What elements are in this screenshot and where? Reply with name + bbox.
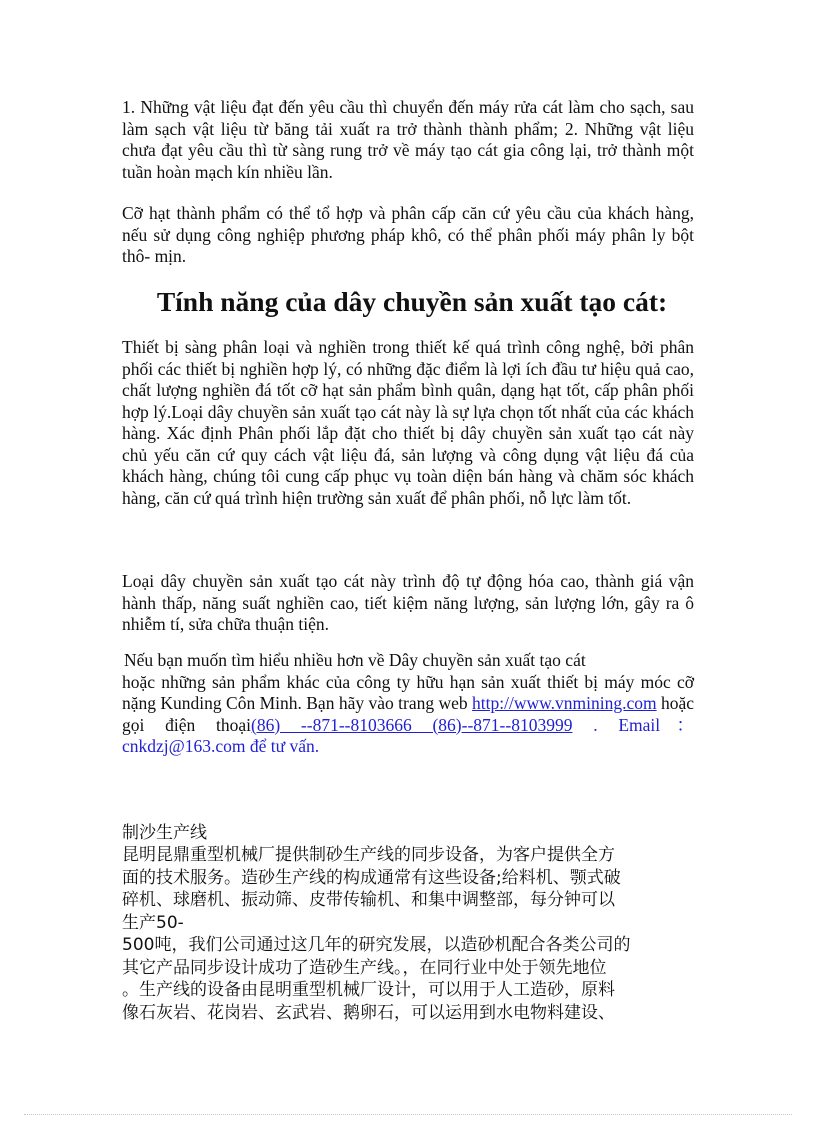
page-bottom-divider [24, 1114, 792, 1115]
website-link[interactable] [472, 693, 657, 713]
contact-intro: Nếu bạn muốn tìm hiểu nhiều hơn về Dây chuyền sản xuất tạo cát [124, 650, 586, 670]
paragraph-contact [122, 650, 694, 758]
paragraph-automation: Loại dây chuyền sản xuất tạo cát này trình độ tự động hóa cao, thành giá vận hành thấp, năng suất nghiền cao, tiết kiệm năng lượng, sản lượng lớn, gây ra ô nhiễm tí, sửa chữa thuận tiện. [122, 571, 694, 634]
paragraph-process-steps: 1. Những vật liệu đạt đến yêu cầu thì chuyển đến máy rửa cát làm cho sạch, sau làm sạch vật liệu từ băng tải xuất ra trở thành thành phẩm; 2. Những vật liệu chưa đạt yêu cầu thì từ sàng rung trở về máy tạo cát gia công lại, trở thành một tuần hoàn mạch kín nhiều lần. [122, 97, 694, 182]
link-url: www.vnmining.com [513, 693, 657, 713]
chinese-title: 制沙生产线 [122, 823, 207, 843]
email-text: . Email： cnkdzj@163.com để tư vấn. [122, 714, 695, 756]
call-text: hoặc gọi điện thoại [122, 693, 695, 735]
paragraph-features: Thiết bị sàng phân loại và nghiền trong thiết kế quá trình công nghệ, bởi phân phối các thiết bị nghiền hợp lý, có những đặc điểm là lợi ích đầu tư hiệu quả cao, chất lượng nghiền đá tốt cỡ hạt sản phẩm bình quân, dạng hạt tốt, cấp phân phối hợp lý.Loại dây chuyền sản xuất tạo cát này là sự lựa chọn tốt nhất của các khách hàng. Xác định Phân phối lắp đặt cho thiết bị dây chuyền sản xuất tạo cát này chủ yếu căn cứ quy cách vật liệu đá, sản lượng và công dụng vật liệu đá của khách hàng, chúng tôi cung cấp phục vụ toàn diện bán hàng và chăm sóc khách hàng, căn cứ quá trình hiện trường sản xuất để phân phối, nỗ lực làm tốt. [122, 337, 694, 508]
contact-text: hoặc những sản phẩm khác của công ty hữu hạn sản xuất thiết bị máy móc cỡ nặng Kunding Côn Minh. Bạn hãy vào trang web [122, 671, 694, 713]
chinese-paragraph: 昆明昆鼎重型机械厂提供制砂生产线的同步设备，为客户提供全方 面的技术服务。造砂生产线的构成通常有这些设备;给料机、颚式破 碎机、球磨机、振动筛、皮带传输机、和集中调整部，每分钟可以 生产50- 500吨，我们公司通过这几年的研究发展，以造砂机配合各类公司的 其它产品同步设计成功了造砂生产线。，在同行业中处于领先地位 。生产线的设备由昆明重型机械厂设计，可以用于人工造砂，原料 像石灰岩、花岗岩、玄武岩、鹅卵石，可以运用到水电物料建设、 [122, 845, 631, 1023]
paragraph-grain-size: Cỡ hạt thành phẩm có thể tổ hợp và phân cấp căn cứ yêu cầu của khách hàng, nếu sử dụng công nghiệp phương pháp khô, có thể phân phối máy phân ly bột thô- mịn. [122, 203, 694, 266]
phone-numbers[interactable]: (86) --871--8103666 (86)--871--8103999 [251, 714, 573, 735]
section-heading: Tính năng của dây chuyền sản xuất tạo cát: [156, 286, 668, 317]
link-prefix: http:// [472, 693, 514, 713]
